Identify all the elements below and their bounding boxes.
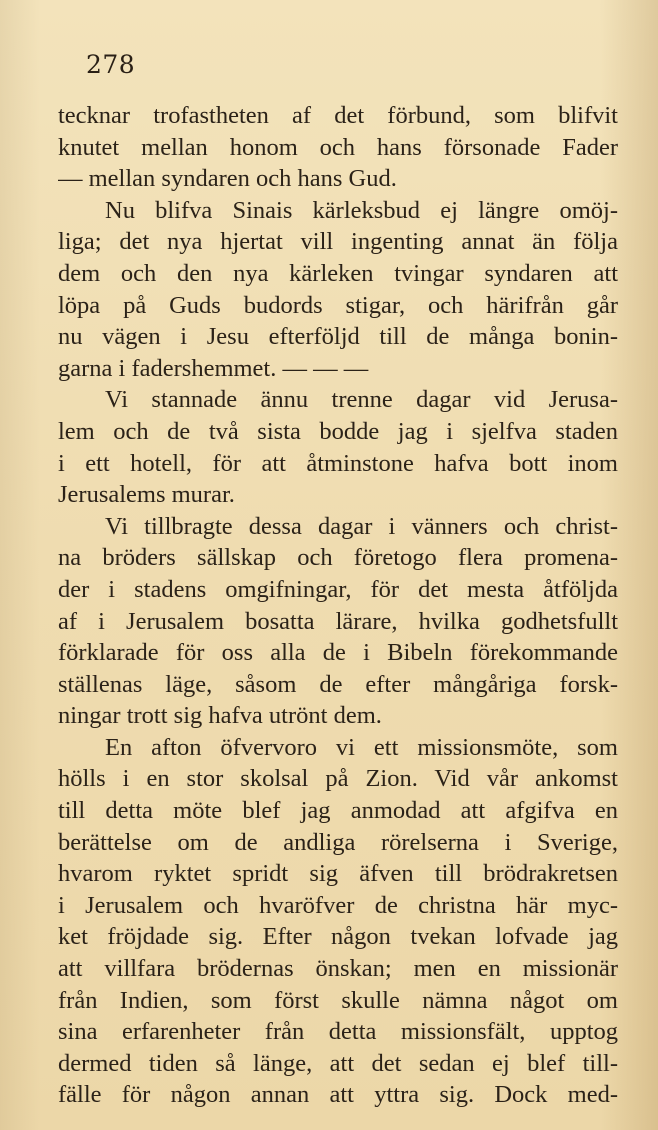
page-number: 278 [86,50,136,79]
text-line: Nu blifva Sinais kärleksbud ej längre omöj- [105,196,618,224]
text-line: — mellan syndaren och hans Gud. [58,165,397,193]
text-line: tecknar trofastheten af det förbund, som blifvit [58,102,618,129]
text-line: dermed tiden så länge, att det sedan ej blef till- [58,1049,618,1077]
text-line: En afton öfvervoro vi ett missionsmöte, som [105,733,618,761]
text-line: löpa på Guds budords stigar, och härifrån går [58,291,618,319]
text-line: hölls i en stor skolsal på Zion. Vid vår ankomst [58,765,618,793]
text-line: ningar trott sig hafva utrönt dem. [58,702,382,730]
body-text [58,100,618,1111]
text-line: att villfara brödernas önskan; men en missionär [58,955,618,983]
text-line: berättelse om de andliga rörelserna i Sverige, [58,828,618,856]
text-line: Vi stannade ännu trenne dagar vid Jerusa- [105,386,618,414]
text-line: ställenas läge, såsom de efter mångåriga forsk- [58,670,618,698]
text-line: fälle för någon annan att yttra sig. Dock med- [58,1081,618,1109]
text-line: Jerusalems murar. [58,481,235,509]
text-line: na bröders sällskap och företogo flera promena- [58,544,618,572]
text-line: knutet mellan honom och hans försonade Fader [58,133,618,161]
text-line: garna i fadershemmet. — — — [58,354,369,382]
text-line: i Jerusalem och hvaröfver de christna här myc- [58,891,618,919]
text-line: liga; det nya hjertat vill ingenting annat än följa [58,228,618,256]
text-line: i ett hotell, för att åtminstone hafva bott inom [58,449,618,477]
text-line: lem och de två sista bodde jag i sjelfva staden [58,417,618,445]
text-line: af i Jerusalem bosatta lärare, hvilka godhetsfullt [58,607,618,635]
text-line: ket fröjdade sig. Efter någon tvekan lofvade jag [58,923,618,951]
text-line: sina erfarenheter från detta missionsfält, upptog [58,1018,618,1046]
text-line: från Indien, som först skulle nämna något om [58,986,618,1014]
text-line: förklarade för oss alla de i Bibeln förekommande [58,639,618,667]
text-line: nu vägen i Jesu efterföljd till de många bonin- [58,323,618,351]
text-line: der i stadens omgifningar, för det mesta åtföljda [58,575,618,603]
text-line: hvarom ryktet spridt sig äfven till brödrakretsen [58,860,618,888]
text-line: till detta möte blef jag anmodad att afgifva en [58,797,618,825]
text-line: dem och den nya kärleken tvingar syndaren att [58,259,618,287]
text-line: Vi tillbragte dessa dagar i vänners och christ- [105,512,618,540]
